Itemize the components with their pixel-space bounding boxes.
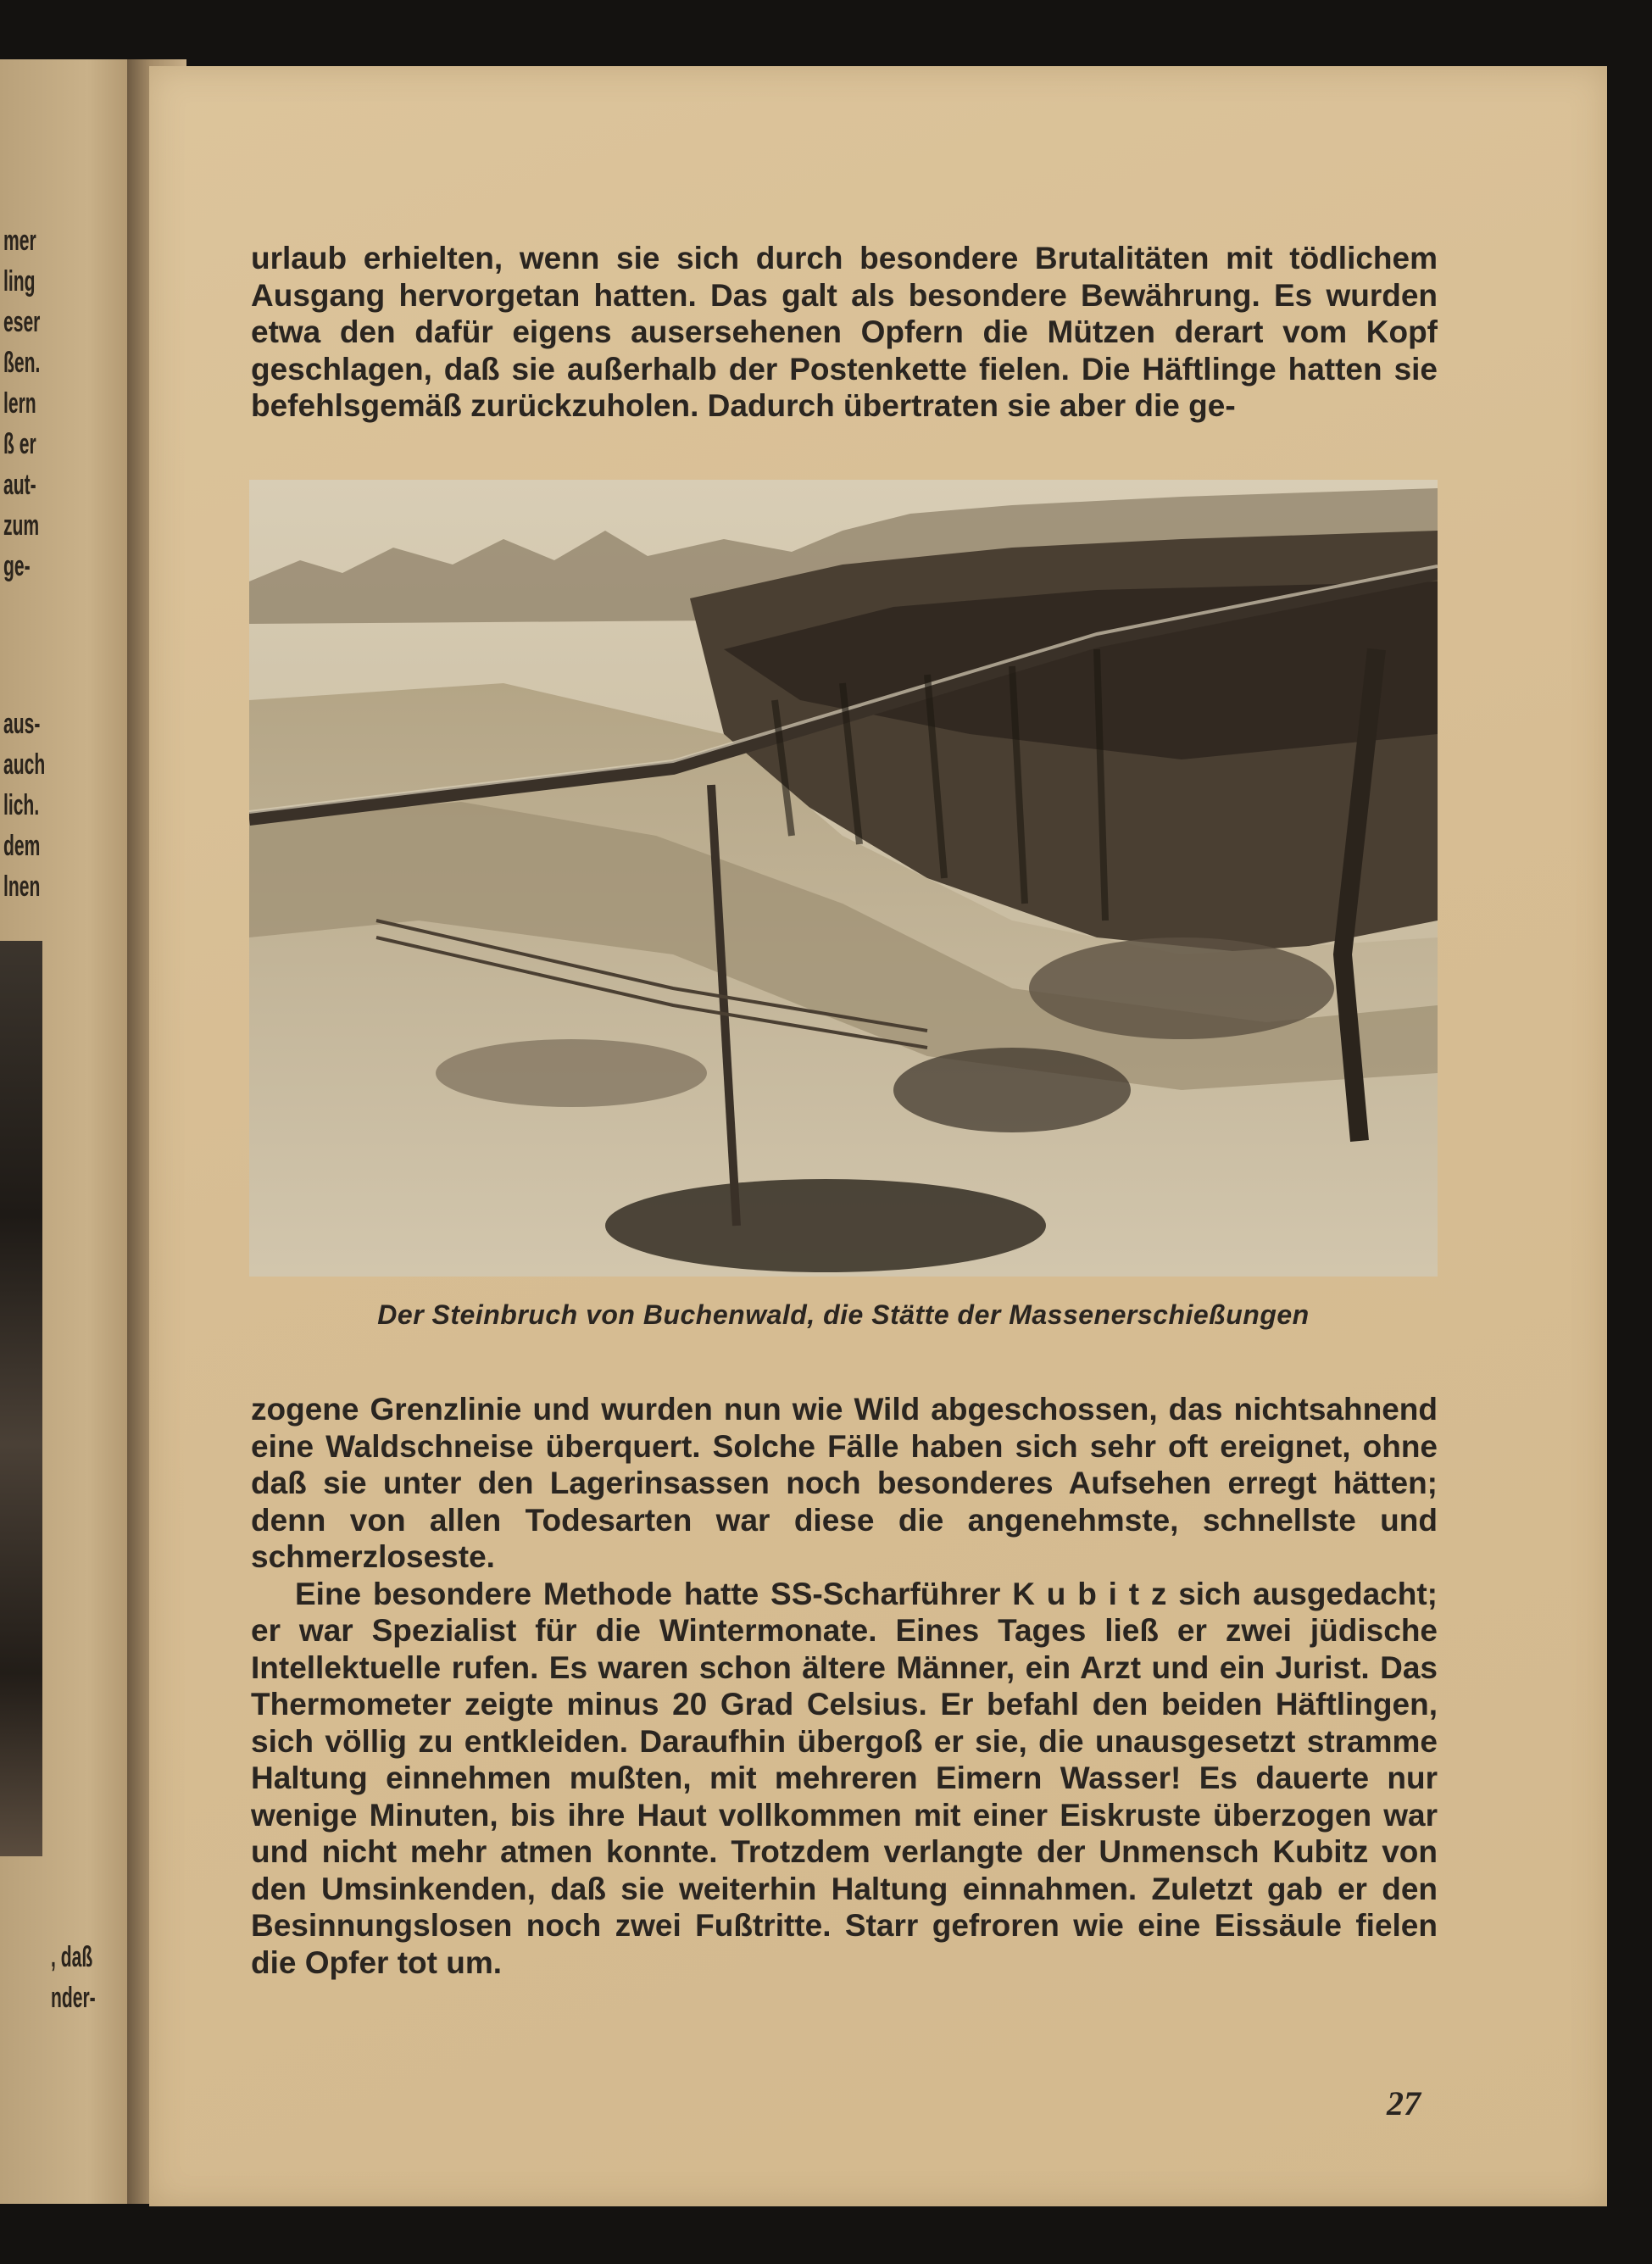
left-page-photo-edge: [0, 941, 42, 1856]
left-facing-page: [0, 59, 146, 2204]
top-text-block: [251, 240, 1438, 425]
paragraph-3: Eine besondere Methode hatte SS-Scharführer K u b i t z sich ausgedacht; er war Spezialist für die Wintermonate. Eines Tages ließ er zwei jüdische Intellektuelle rufen. Es waren schon ältere Männer, ein Arzt und ein Jurist. Das Thermometer zeigte minus 20 Grad Celsius. Er befahl den beiden Häftlingen, sich völlig zu entkleiden. Daraufhin übergoß er sie, die unausgesetzt stramme Haltung einnehmen mußten, mit mehreren Eimern Wasser! Es dauerte nur wenige Minuten, bis ihre Haut vollkommen mit einer Eiskruste überzogen war und nicht mehr atmen konnte. Trotzdem verlangte der Unmensch Kubitz von den Umsinkenden, daß sie weiterhin Haltung einnahmen. Zuletzt gab er den Besinnungslosen noch zwei Fußtritte. Starr gefroren wie eine Eissäule fielen die Opfer tot um.: [251, 1576, 1438, 1980]
photo-caption: Der Steinbruch von Buchenwald, die Stätte der Massenerschießungen: [377, 1299, 1310, 1330]
right-page: [149, 66, 1607, 2206]
paragraph-2: zogene Grenzlinie und wurden nun wie Wild abgeschossen, das nichtsahnend eine Waldschneise überquert. Solche Fälle haben sich sehr oft ereignet, ohne daß sie unter den Lagerinsassen noch besonderes Aufsehen erregt hätten; denn von allen Todesarten war diese die angenehmste, schnellste und schmerzloseste.: [251, 1392, 1438, 1574]
quarry-photograph: [249, 480, 1438, 1277]
quarry-photo-illustration: [249, 480, 1438, 1277]
left-page-fragment-2: aus- auch lich. dem lnen: [3, 708, 46, 903]
left-page-fragment-3: , daß nder-: [51, 1941, 96, 2014]
left-page-fragment-1: mer ling eser ßen. lern ß er aut- zum ge-: [3, 225, 41, 582]
page-number: 27: [1387, 2084, 1421, 2122]
top-paragraph: urlaub erhielten, wenn sie sich durch besondere Brutalitäten mit tödlichem Ausgang hervorgetan hatten. Das galt als besondere Bewährung. Es wurden etwa den dafür eigens ausersehenen Opfern die Mützen derart vom Kopf geschlagen, daß sie außerhalb der Postenkette fielen. Die Häftlinge hatten sie befehlsgemäß zurückzuholen. Dadurch übertraten sie aber die ge-: [251, 241, 1438, 423]
bottom-text-block: [251, 1391, 1438, 1981]
